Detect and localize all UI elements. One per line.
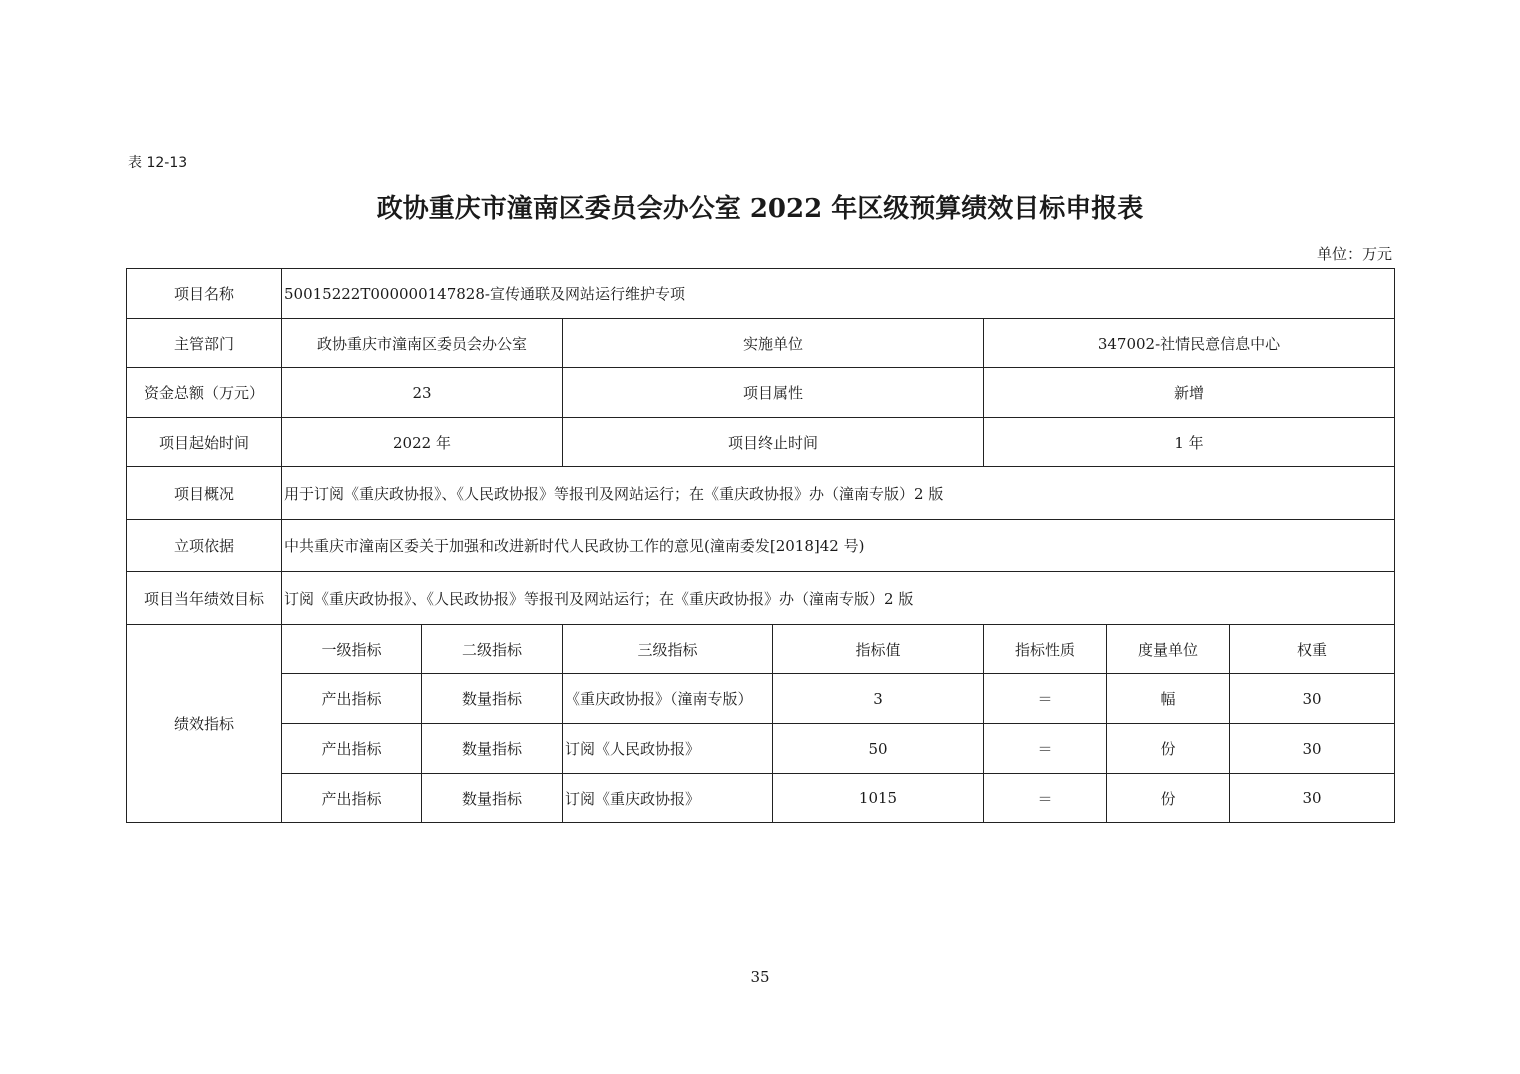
row-basis: [127, 520, 1395, 572]
header-level3: 三级指标: [563, 625, 773, 674]
document-title: 政协重庆市潼南区委员会办公室 2022 年区级预算绩效目标申报表: [376, 194, 1144, 224]
level2-cell: 数量指标: [422, 724, 563, 774]
indicators-section-label: 绩效指标: [127, 625, 282, 823]
end-time-value: 1 年: [984, 418, 1395, 467]
value-cell: 50: [773, 724, 984, 774]
annual-goal-value: 订阅《重庆政协报》、《人民政协报》等报刊及网站运行；在《重庆政协报》办（潼南专版）2 版: [282, 572, 1395, 625]
level1-cell: 产出指标: [282, 774, 422, 823]
value-cell: 3: [773, 674, 984, 724]
project-name-value: 50015222T000000147828-宣传通联及网站运行维护专项: [282, 269, 1395, 319]
budget-target-table: [126, 268, 1395, 823]
basis-value: 中共重庆市潼南区委关于加强和改进新时代人民政协工作的意见(潼南委发[2018]42 号): [282, 520, 1395, 572]
start-time-value: 2022 年: [282, 418, 563, 467]
indicator-header-row: [127, 625, 1395, 674]
department-value: 政协重庆市潼南区委员会办公室: [282, 319, 563, 368]
table-row: [127, 674, 1395, 724]
implementing-unit-value: 347002-社情民意信息中心: [984, 319, 1395, 368]
nature-cell: ＝: [984, 774, 1107, 823]
row-funding: [127, 368, 1395, 418]
row-department: [127, 319, 1395, 368]
level1-cell: 产出指标: [282, 674, 422, 724]
header-level2: 二级指标: [422, 625, 563, 674]
header-weight: 权重: [1230, 625, 1395, 674]
table-row: [127, 774, 1395, 823]
weight-cell: 30: [1230, 774, 1395, 823]
level2-cell: 数量指标: [422, 674, 563, 724]
row-overview: [127, 467, 1395, 520]
start-time-label: 项目起始时间: [127, 418, 282, 467]
end-time-label: 项目终止时间: [563, 418, 984, 467]
unit-cell: 幅: [1107, 674, 1230, 724]
total-funding-value: 23: [282, 368, 563, 418]
page-number: 35: [750, 968, 770, 986]
total-funding-label: 资金总额（万元）: [127, 368, 282, 418]
overview-value: 用于订阅《重庆政协报》、《人民政协报》等报刊及网站运行；在《重庆政协报》办（潼南专版）2 版: [282, 467, 1395, 520]
level3-cell: 订阅《重庆政协报》: [563, 774, 773, 823]
weight-cell: 30: [1230, 724, 1395, 774]
table-row: [127, 724, 1395, 774]
row-annual-goal: [127, 572, 1395, 625]
project-attribute-value: 新增: [984, 368, 1395, 418]
header-unit: 度量单位: [1107, 625, 1230, 674]
row-project-name: [127, 269, 1395, 319]
header-value: 指标值: [773, 625, 984, 674]
nature-cell: ＝: [984, 674, 1107, 724]
weight-cell: 30: [1230, 674, 1395, 724]
nature-cell: ＝: [984, 724, 1107, 774]
basis-label: 立项依据: [127, 520, 282, 572]
overview-label: 项目概况: [127, 467, 282, 520]
level3-cell: 《重庆政协报》（潼南专版）: [563, 674, 773, 724]
level3-cell: 订阅《人民政协报》: [563, 724, 773, 774]
implementing-unit-label: 实施单位: [563, 319, 984, 368]
level1-cell: 产出指标: [282, 724, 422, 774]
header-level1: 一级指标: [282, 625, 422, 674]
project-name-label: 项目名称: [127, 269, 282, 319]
table-number: 表 12-13: [128, 155, 188, 171]
value-cell: 1015: [773, 774, 984, 823]
department-label: 主管部门: [127, 319, 282, 368]
row-time: [127, 418, 1395, 467]
project-attribute-label: 项目属性: [563, 368, 984, 418]
unit-label: 单位：万元: [1316, 245, 1392, 263]
unit-cell: 份: [1107, 774, 1230, 823]
annual-goal-label: 项目当年绩效目标: [127, 572, 282, 625]
level2-cell: 数量指标: [422, 774, 563, 823]
unit-cell: 份: [1107, 724, 1230, 774]
header-nature: 指标性质: [984, 625, 1107, 674]
